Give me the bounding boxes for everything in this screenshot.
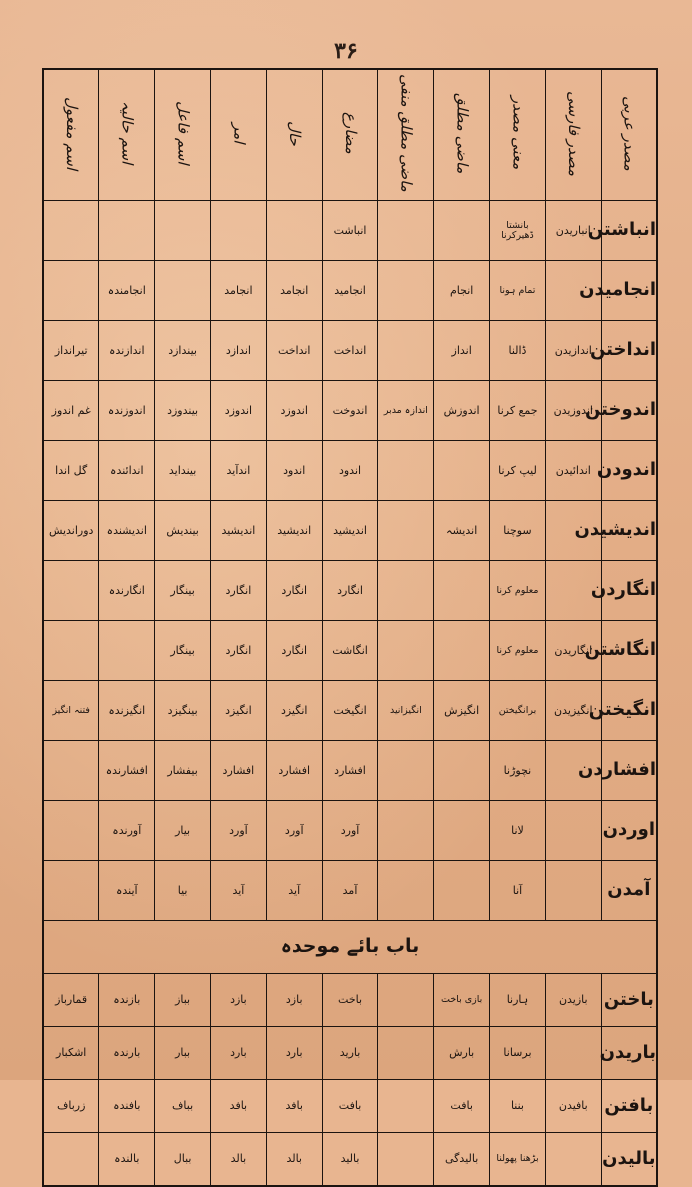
table-cell: زرباف (43, 1080, 99, 1133)
table-cell: انگیزد (211, 681, 267, 741)
infinitive-cell: اندوختن (601, 381, 657, 441)
table-cell: اندیشید (322, 501, 378, 561)
table-cell: انجامد (211, 261, 267, 321)
table-cell: بارد (266, 1027, 322, 1080)
table-cell: افشارندہ (99, 741, 155, 801)
table-cell: انجامد (266, 261, 322, 321)
table-cell: بالد (211, 1133, 267, 1187)
column-header (266, 69, 322, 201)
table-cell (378, 441, 434, 501)
table-cell: اندوزد (211, 381, 267, 441)
table-row (43, 974, 657, 1027)
column-header (545, 69, 601, 201)
table-row (43, 321, 657, 381)
table-cell (434, 861, 490, 921)
table-cell: بازندہ (99, 974, 155, 1027)
table-cell (434, 621, 490, 681)
table-row (43, 1080, 657, 1133)
table-cell: اندود (266, 441, 322, 501)
table-row (43, 381, 657, 441)
table-cell: اندآید (211, 441, 267, 501)
conjugation-table (42, 68, 658, 1187)
infinitive-cell: اوردن (601, 801, 657, 861)
table-cell: انداز (434, 321, 490, 381)
table-cell: انگارد (211, 561, 267, 621)
infinitive-cell: بافتن (601, 1080, 657, 1133)
table-cell: سوچنا (490, 501, 546, 561)
table-cell: انگیزش (434, 681, 490, 741)
table-cell (266, 201, 322, 261)
table-cell: آورد (211, 801, 267, 861)
table-cell (43, 1133, 99, 1187)
table-cell: افشارد (266, 741, 322, 801)
table-cell: انگیزیدن (545, 681, 601, 741)
table-cell: دوراندیش (43, 501, 99, 561)
table-cell: معلوم کرنا (490, 621, 546, 681)
table-cell: آورندہ (99, 801, 155, 861)
table-cell: آورد (322, 801, 378, 861)
table-cell: بیار (155, 801, 211, 861)
table-cell: بافد (211, 1080, 267, 1133)
table-row (43, 861, 657, 921)
table-cell: ببال (155, 1133, 211, 1187)
table-row (43, 261, 657, 321)
table-cell (43, 861, 99, 921)
table-cell (378, 861, 434, 921)
table-cell (378, 1027, 434, 1080)
table-cell: اندوزیدن (545, 381, 601, 441)
column-header (601, 69, 657, 201)
column-header-label: مضارع (341, 112, 360, 154)
table-cell: بافت (322, 1080, 378, 1133)
table-cell: بڑھنا پھولنا (490, 1133, 546, 1187)
table-cell (155, 201, 211, 261)
table-cell: انگارد (211, 621, 267, 681)
table-cell: افشارد (211, 741, 267, 801)
table-cell: اندازندہ (99, 321, 155, 381)
table-cell: افشارد (322, 741, 378, 801)
table-cell (378, 501, 434, 561)
table-cell: بینگار (155, 621, 211, 681)
table-cell: ببار (155, 1027, 211, 1080)
column-header-label: اسم فاعل (174, 101, 193, 165)
column-header-label: ماضی مطلق منفی (397, 74, 416, 193)
column-header (434, 69, 490, 201)
table-cell: تیرانداز (43, 321, 99, 381)
table-cell: برسانا (490, 1027, 546, 1080)
table-cell: اندائیدن (545, 441, 601, 501)
infinitive-cell: انباشتن (601, 201, 657, 261)
infinitive-cell: انگاشتن (601, 621, 657, 681)
table-row (43, 201, 657, 261)
table-cell: اندود (322, 441, 378, 501)
table-cell: بینگیزد (155, 681, 211, 741)
table-cell: انداخت (322, 321, 378, 381)
table-cell (43, 261, 99, 321)
table-cell: آمد (322, 861, 378, 921)
table-cell: انگارد (322, 561, 378, 621)
column-header (211, 69, 267, 201)
table-cell: انگاشت (322, 621, 378, 681)
table-cell: انگارندہ (99, 561, 155, 621)
table-cell: انباشت (322, 201, 378, 261)
column-header-label: مصدر عربی (620, 95, 639, 171)
table-cell (378, 974, 434, 1027)
table-cell (378, 801, 434, 861)
infinitive-cell: انجامیدن (601, 261, 657, 321)
table-cell: بافندہ (99, 1080, 155, 1133)
table-cell (99, 621, 155, 681)
table-cell (378, 561, 434, 621)
column-header-label: معنی مصدر (509, 96, 528, 170)
page-number: ۳۶ (334, 38, 358, 64)
table-cell (545, 801, 601, 861)
table-cell (545, 861, 601, 921)
table-cell: انباریدن (545, 201, 601, 261)
table-cell: انگارد (266, 621, 322, 681)
table-cell: ہارنا (490, 974, 546, 1027)
table-cell: آورد (266, 801, 322, 861)
infinitive-cell: باریدن (601, 1027, 657, 1080)
column-header (322, 69, 378, 201)
infinitive-cell: باختن (601, 974, 657, 1027)
table-cell (434, 561, 490, 621)
table-cell (43, 741, 99, 801)
table-row (43, 801, 657, 861)
table-cell (434, 441, 490, 501)
column-header-label: اسم مفعول (63, 96, 82, 170)
table-cell: بارش (434, 1027, 490, 1080)
table-cell: بیا (155, 861, 211, 921)
table-cell: اندیشندہ (99, 501, 155, 561)
table-cell: بالندہ (99, 1133, 155, 1187)
table-cell (378, 1080, 434, 1133)
table-cell: باخت (322, 974, 378, 1027)
table-row (43, 1133, 657, 1187)
table-row (43, 681, 657, 741)
table-row (43, 561, 657, 621)
table-cell: آنا (490, 861, 546, 921)
table-cell: بالیدگی (434, 1133, 490, 1187)
column-header-label: ماضی مطلق (453, 92, 472, 174)
table-cell: معلوم کرنا (490, 561, 546, 621)
infinitive-cell: بالیدن (601, 1133, 657, 1187)
table-cell: انجامید (322, 261, 378, 321)
table-cell: اندوخت (322, 381, 378, 441)
table-cell: اشکبار (43, 1027, 99, 1080)
table-cell (378, 741, 434, 801)
table-cell: اندوزد (266, 381, 322, 441)
table-cell: ڈالنا (490, 321, 546, 381)
column-header (99, 69, 155, 201)
table-cell: تمام ہونا (490, 261, 546, 321)
table-cell: بارد (211, 1027, 267, 1080)
table-cell (43, 621, 99, 681)
table-cell: آید (266, 861, 322, 921)
table-cell: لیپ کرنا (490, 441, 546, 501)
table-cell: انگیخت (322, 681, 378, 741)
table-row (43, 501, 657, 561)
table-cell: آیندہ (99, 861, 155, 921)
table-cell: بیفشار (155, 741, 211, 801)
table-cell: فتنہ انگیز (43, 681, 99, 741)
table-cell: نچوڑنا (490, 741, 546, 801)
table-row (43, 621, 657, 681)
table-cell: انگیزندہ (99, 681, 155, 741)
column-header (490, 69, 546, 201)
table-cell: بیندوزد (155, 381, 211, 441)
table-cell: بیندیش (155, 501, 211, 561)
section-title: باب بائے موحدہ (43, 921, 657, 974)
table-cell (155, 261, 211, 321)
table-cell (99, 201, 155, 261)
table-cell: بباز (155, 974, 211, 1027)
table-cell (43, 801, 99, 861)
table-cell (434, 801, 490, 861)
table-cell: بافت (434, 1080, 490, 1133)
table-cell: اندازہ مدبر (378, 381, 434, 441)
table-cell: بارندہ (99, 1027, 155, 1080)
table-cell: انگیزانید (378, 681, 434, 741)
table-row (43, 441, 657, 501)
table-cell: انگارد (266, 561, 322, 621)
table-cell: اندائندہ (99, 441, 155, 501)
table-cell: بازد (266, 974, 322, 1027)
column-header (378, 69, 434, 201)
column-header-label: امر (230, 122, 249, 144)
table-cell (378, 1133, 434, 1187)
table-cell: جمع کرنا (490, 381, 546, 441)
table-cell (43, 201, 99, 261)
table-cell: بننا (490, 1080, 546, 1133)
infinitive-cell: آمدن (601, 861, 657, 921)
table-cell: اندازد (211, 321, 267, 381)
table-cell (378, 321, 434, 381)
table-cell: بازی باخت (434, 974, 490, 1027)
table-cell: اندیشہ (434, 501, 490, 561)
table-cell: قمارباز (43, 974, 99, 1027)
table-cell (434, 201, 490, 261)
table-cell: اندوزش (434, 381, 490, 441)
table-cell: بالد (266, 1133, 322, 1187)
table-cell: انداخت (266, 321, 322, 381)
table-cell: برانگیختن (490, 681, 546, 741)
infinitive-cell: اندیشیدن (601, 501, 657, 561)
table-cell: اندوزندہ (99, 381, 155, 441)
table-cell: گل اندا (43, 441, 99, 501)
table-cell: انگیزد (266, 681, 322, 741)
column-header-label: حال (286, 120, 305, 146)
table-cell (378, 261, 434, 321)
table-cell: انگاریدن (545, 621, 601, 681)
table-cell (211, 201, 267, 261)
table-cell (378, 201, 434, 261)
infinitive-cell: انداختن (601, 321, 657, 381)
column-header-label: مصدر فارسی (565, 90, 584, 176)
table-cell: اندیشید (266, 501, 322, 561)
column-header-label: اسم حالیہ (118, 101, 137, 165)
infinitive-cell: اندودن (601, 441, 657, 501)
table-cell: بازد (211, 974, 267, 1027)
table-cell: انجامندہ (99, 261, 155, 321)
table-cell: بباف (155, 1080, 211, 1133)
table-cell: انجام (434, 261, 490, 321)
table-cell: بافد (266, 1080, 322, 1133)
column-header (155, 69, 211, 201)
section-row (43, 921, 657, 974)
table-row (43, 1027, 657, 1080)
infinitive-cell: انگاردن (601, 561, 657, 621)
table-cell: لانا (490, 801, 546, 861)
table-cell: بارید (322, 1027, 378, 1080)
column-header (43, 69, 99, 201)
table-cell (434, 741, 490, 801)
table-cell: بینگار (155, 561, 211, 621)
table-cell (545, 1027, 601, 1080)
table-cell: غم اندوز (43, 381, 99, 441)
table-cell: بیندازد (155, 321, 211, 381)
table-cell (43, 561, 99, 621)
table-cell: اندیشید (211, 501, 267, 561)
header-row (43, 69, 657, 201)
infinitive-cell: انگیختن (601, 681, 657, 741)
table-cell: بازیدن (545, 974, 601, 1027)
table-cell: بانشتا ڈھیرکرنا (490, 201, 546, 261)
infinitive-cell: افشاردن (601, 741, 657, 801)
table-row (43, 741, 657, 801)
table-cell: اندازیدن (545, 321, 601, 381)
table-cell: بینداید (155, 441, 211, 501)
table-cell: آید (211, 861, 267, 921)
table-cell: بافیدن (545, 1080, 601, 1133)
table-cell (378, 621, 434, 681)
table-cell: بالید (322, 1133, 378, 1187)
table-cell (545, 1133, 601, 1187)
